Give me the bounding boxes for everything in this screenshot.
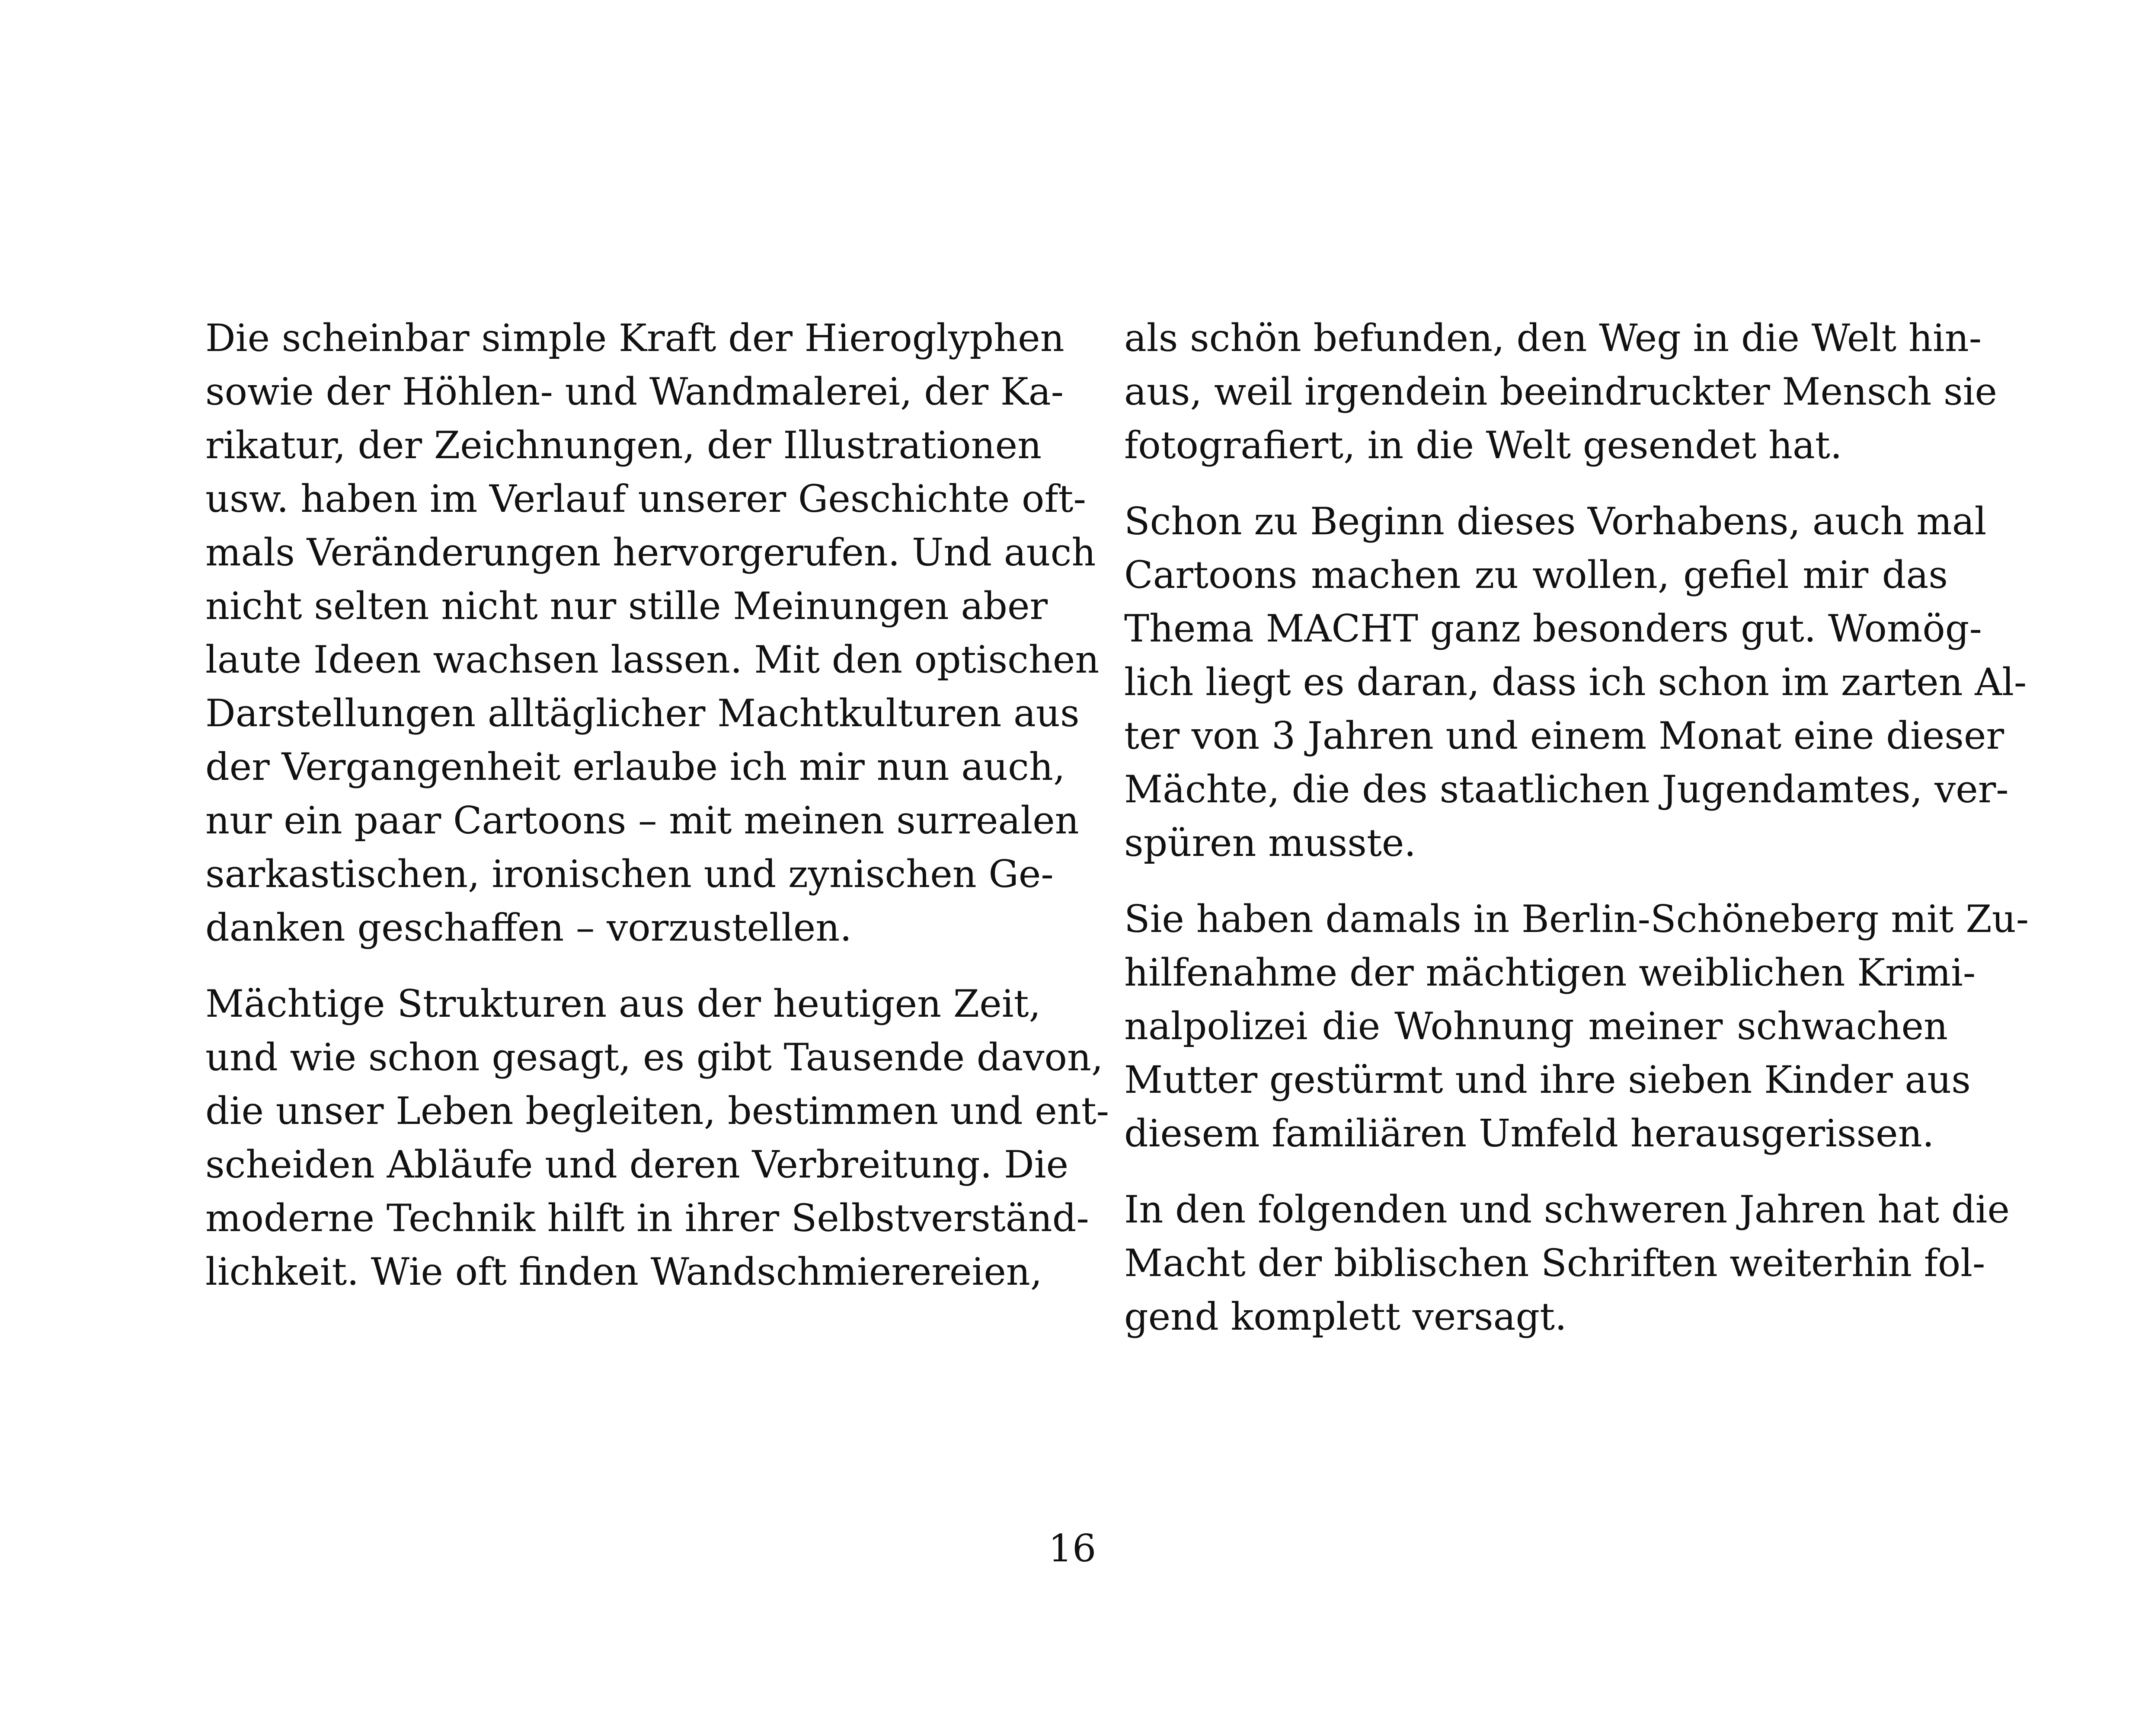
text-line: In den folgenden und schweren Jahren hat die — [1124, 1187, 2010, 1232]
text-line: nicht selten nicht nur stille Meinungen aber — [205, 584, 1048, 628]
text-line: laute Ideen wachsen lassen. Mit den optischen — [205, 638, 1100, 682]
paragraph — [1124, 892, 2029, 1160]
paragraph-gap — [1124, 472, 1948, 495]
text-line: sowie der Höhlen- und Wandmalerei, der Ka- — [205, 370, 1064, 414]
text-line: ter von 3 Jahren und einem Monat eine dieser — [1124, 714, 2004, 758]
text-line: diesem familiären Umfeld herausgerissen. — [1124, 1111, 1934, 1155]
paragraph — [205, 311, 1100, 954]
text-line: die unser Leben begleiten, bestimmen und ent- — [205, 1089, 1109, 1133]
text-line: rikatur, der Zeichnungen, der Illustrationen — [205, 423, 1042, 467]
text-line: der Vergangenheit erlaube ich mir nun auch, — [205, 745, 1065, 789]
paragraph — [1124, 495, 2027, 870]
text-line: danken geschaffen – vorzustellen. — [205, 906, 852, 950]
text-line: Thema MACHT ganz besonders gut. Womög- — [1124, 606, 1982, 651]
text-line: als schön befunden, den Weg in die Welt hin- — [1124, 316, 1982, 360]
text-line: spüren musste. — [1124, 821, 1416, 865]
paragraph — [1124, 1183, 2010, 1343]
text-line: lich liegt es daran, dass ich schon im zarten Al- — [1124, 660, 2027, 704]
text-line: Mutter gestürmt und ihre sieben Kinder aus — [1124, 1058, 1971, 1102]
text-line: usw. haben im Verlauf unserer Geschichte oft- — [205, 477, 1086, 521]
text-line: Mächtige Strukturen aus der heutigen Zeit, — [205, 982, 1041, 1026]
text-line: mals Veränderungen hervorgerufen. Und auch — [205, 530, 1096, 574]
text-line: Schon zu Beginn dieses Vorhabens, auch mal — [1124, 499, 1987, 543]
left-text-column — [205, 311, 1109, 1299]
paragraph — [205, 977, 1109, 1299]
paragraph-gap — [205, 954, 1029, 977]
text-line: lichkeit. Wie oft finden Wandschmierereien, — [205, 1250, 1042, 1294]
paragraph — [1124, 311, 1998, 472]
text-line: Darstellungen alltäglicher Machtkulturen aus — [205, 691, 1080, 735]
page-number: 16 — [1048, 1526, 1096, 1570]
text-line: sarkastischen, ironischen und zynischen Ge- — [205, 852, 1054, 896]
text-line: Die scheinbar simple Kraft der Hieroglyphen — [205, 316, 1065, 360]
text-line: nalpolizei die Wohnung meiner schwachen — [1124, 1004, 1948, 1048]
text-line: scheiden Abläufe und deren Verbreitung. Die — [205, 1142, 1069, 1187]
text-line: moderne Technik hilft in ihrer Selbstverständ- — [205, 1196, 1089, 1240]
text-line: hilfenahme der mächtigen weiblichen Krimi- — [1124, 951, 1976, 995]
text-line: nur ein paar Cartoons – mit meinen surrealen — [205, 798, 1079, 842]
text-line: aus, weil irgendein beeindruckter Mensch sie — [1124, 370, 1998, 414]
text-line: fotografiert, in die Welt gesendet hat. — [1124, 423, 1842, 467]
paragraph-gap — [1124, 1160, 1948, 1183]
text-line: Sie haben damals in Berlin-Schöneberg mit Zu- — [1124, 897, 2029, 941]
text-line: Mächte, die des staatlichen Jugendamtes, ver- — [1124, 767, 2009, 811]
paragraph-gap — [1124, 870, 1948, 892]
text-line: gend komplett versagt. — [1124, 1295, 1567, 1339]
text-line: Cartoons machen zu wollen, gefiel mir das — [1124, 553, 1948, 597]
text-line: und wie schon gesagt, es gibt Tausende davon, — [205, 1035, 1103, 1079]
right-text-column — [1124, 311, 2029, 1343]
text-line: Macht der biblischen Schriften weiterhin fol- — [1124, 1241, 1985, 1285]
